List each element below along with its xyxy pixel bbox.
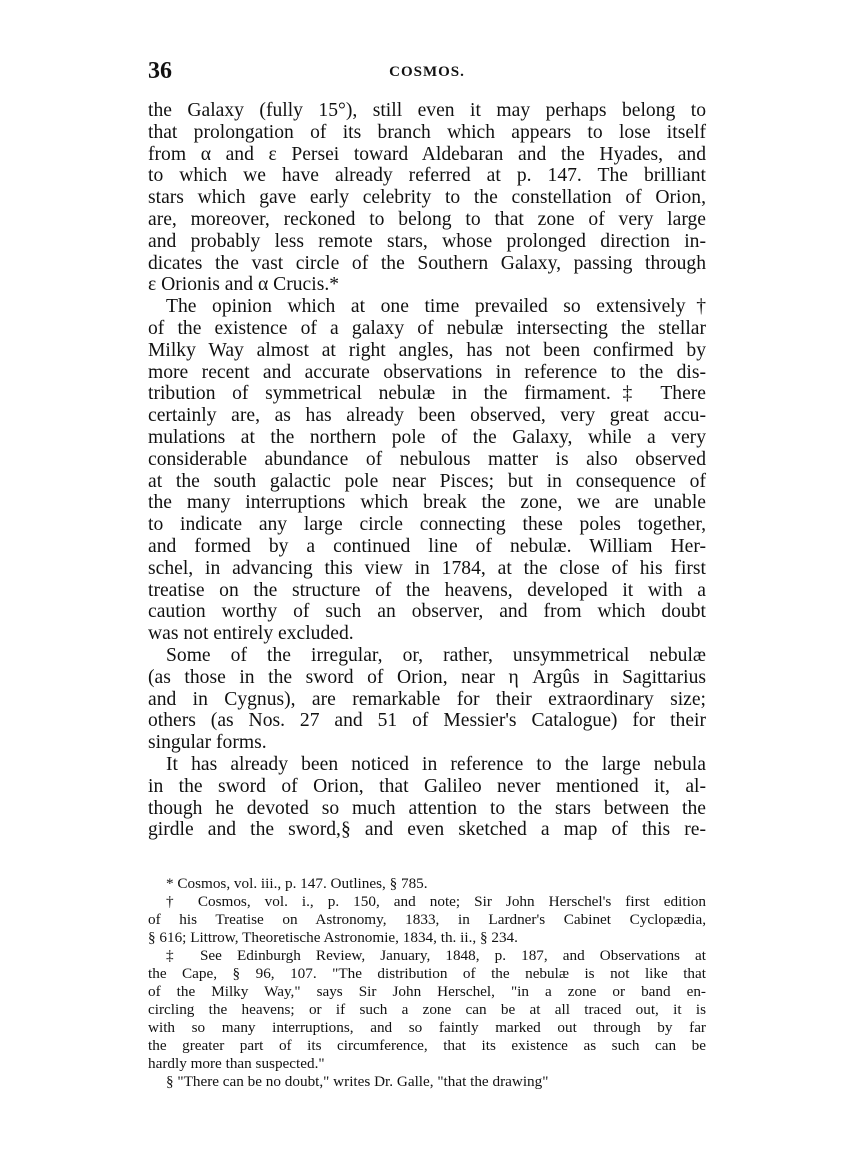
body-line: to indicate any large circle connecting these poles together, bbox=[148, 514, 706, 536]
body-line: considerable abundance of nebulous matter is also observed bbox=[148, 448, 706, 470]
body-line: that prolongation of its branch which appears to lose itself bbox=[148, 121, 706, 143]
body-line: from α and ε Persei toward Aldebaran and the Hyades, and bbox=[148, 143, 706, 165]
footnote-line: of the Milky Way," says Sir John Herschel, "in a zone or band en- bbox=[148, 983, 706, 1000]
footnote-line: § 616; Littrow, Theoretische Astronomie, 1834, th. ii., § 234. bbox=[148, 929, 518, 946]
body-line: others (as Nos. 27 and 51 of Messier's Catalogue) for their bbox=[148, 710, 706, 732]
body-line: the many interruptions which break the zone, we are unable bbox=[148, 492, 706, 514]
body-line: ε Orionis and α Crucis.* bbox=[148, 274, 340, 296]
body-text bbox=[148, 100, 706, 841]
body-line: singular forms. bbox=[148, 732, 267, 754]
body-line: and formed by a continued line of nebulæ. William Her- bbox=[148, 535, 706, 557]
footnote-line: * Cosmos, vol. iii., p. 147. Outlines, § 785. bbox=[166, 875, 428, 892]
footnote-line: with so many interruptions, and so faintly marked out through by far bbox=[148, 1019, 706, 1036]
body-line: of the existence of a galaxy of nebulæ intersecting the stellar bbox=[148, 317, 706, 339]
footnote-line: § "There can be no doubt," writes Dr. Galle, "that the drawing" bbox=[166, 1073, 549, 1090]
body-line: and in Cygnus), are remarkable for their extraordinary size; bbox=[148, 688, 706, 710]
body-line: caution worthy of such an observer, and from which doubt bbox=[148, 601, 706, 623]
body-line: schel, in advancing this view in 1784, at the close of his first bbox=[148, 557, 706, 579]
body-line: Some of the irregular, or, rather, unsymmetrical nebulæ bbox=[166, 644, 706, 666]
body-line: at the south galactic pole near Pisces; but in consequence of bbox=[148, 470, 706, 492]
footnote-line: hardly more than suspected." bbox=[148, 1055, 325, 1072]
footnote-line: circling the heavens; or if such a zone can be at all traced out, it is bbox=[148, 1001, 706, 1018]
footnote-line: the Cape, § 96, 107. "The distribution of the nebulæ is not like that bbox=[148, 965, 706, 982]
body-line: more recent and accurate observations in reference to the dis- bbox=[148, 361, 706, 383]
body-line: the Galaxy (fully 15°), still even it may perhaps belong to bbox=[148, 100, 706, 121]
footnotes bbox=[148, 875, 706, 1091]
body-line: was not entirely excluded. bbox=[148, 623, 354, 645]
body-line: mulations at the northern pole of the Galaxy, while a very bbox=[148, 426, 706, 448]
page-number: 36 bbox=[148, 58, 172, 84]
footnote-line: † Cosmos, vol. i., p. 150, and note; Sir John Herschel's first edition bbox=[166, 893, 706, 910]
body-line: girdle and the sword,§ and even sketched a map of this re- bbox=[148, 819, 706, 841]
body-line: It has already been noticed in reference to the large nebula bbox=[166, 753, 706, 775]
body-line: and probably less remote stars, whose prolonged direction in- bbox=[148, 230, 706, 252]
body-line: (as those in the sword of Orion, near η Argûs in Sagittarius bbox=[148, 666, 706, 688]
running-title: COSMOS. bbox=[389, 64, 465, 80]
footnote-line: ‡ See Edinburgh Review, January, 1848, p. 187, and Observations at bbox=[166, 947, 706, 964]
body-line: in the sword of Orion, that Galileo never mentioned it, al- bbox=[148, 775, 706, 797]
body-line: stars which gave early celebrity to the constellation of Orion, bbox=[148, 187, 706, 209]
body-line: are, moreover, reckoned to belong to that zone of very large bbox=[148, 208, 706, 230]
body-line: treatise on the structure of the heavens, developed it with a bbox=[148, 579, 706, 601]
body-line: dicates the vast circle of the Southern Galaxy, passing through bbox=[148, 252, 706, 274]
page-header bbox=[148, 58, 706, 88]
body-line: though he devoted so much attention to the stars between the bbox=[148, 797, 706, 819]
body-line: tribution of symmetrical nebulæ in the firmament.‡ There bbox=[148, 383, 706, 405]
footnote-line: the greater part of its circumference, that its existence as such can be bbox=[148, 1037, 706, 1054]
body-line: certainly are, as has already been observed, very great accu- bbox=[148, 405, 706, 427]
body-line: Milky Way almost at right angles, has not been confirmed by bbox=[148, 339, 706, 361]
body-line: The opinion which at one time prevailed so extensively† bbox=[166, 296, 706, 318]
body-line: to which we have already referred at p. 147. The brilliant bbox=[148, 165, 706, 187]
footnote-line: of his Treatise on Astronomy, 1833, in Lardner's Cabinet Cyclopædia, bbox=[148, 911, 706, 928]
